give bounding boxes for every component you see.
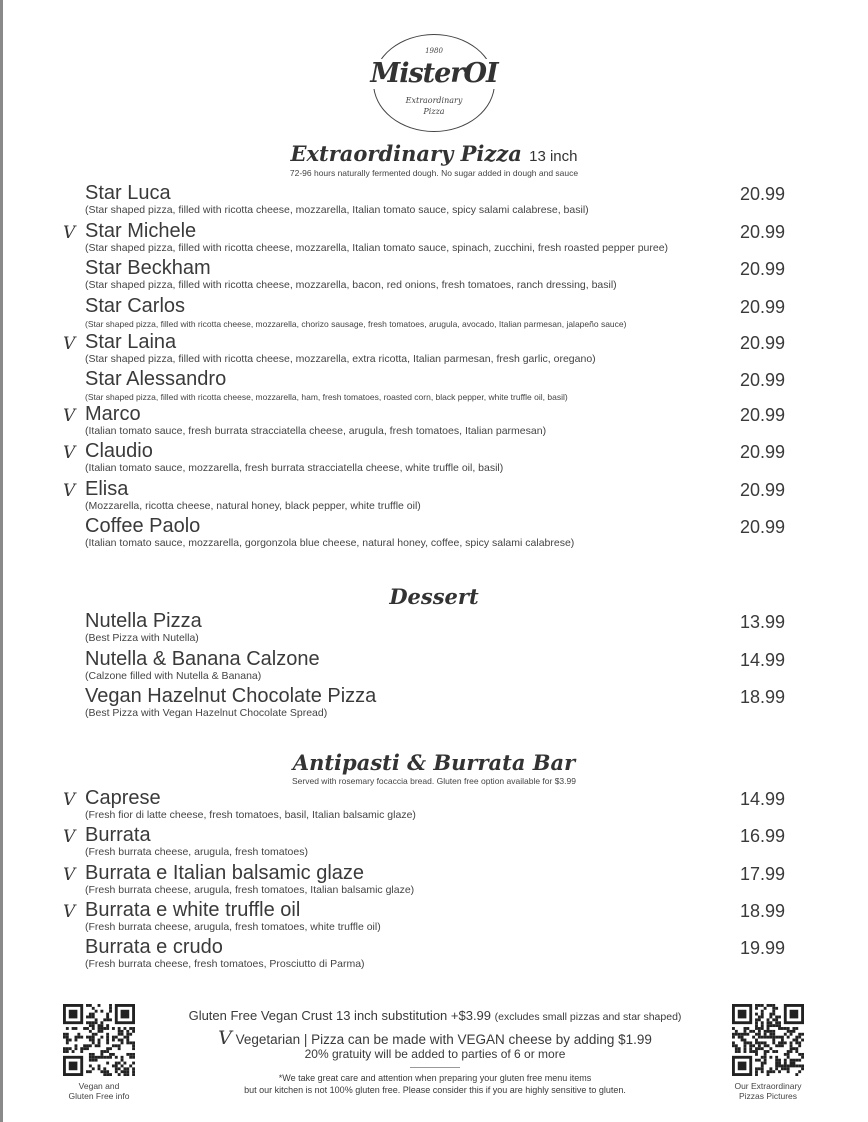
menu-item <box>63 824 785 860</box>
menu-item-name: Burrata e Italian balsamic glaze <box>85 862 365 884</box>
menu-item <box>85 936 785 972</box>
qr-left-caption-line-2: Gluten Free info <box>68 1091 130 1101</box>
vegetarian-leaf-icon: V <box>218 1027 232 1049</box>
menu-item-price: 20.99 <box>739 297 785 317</box>
menu-item-name: Caprese <box>85 787 161 809</box>
menu-item-description: (Star shaped pizza, filled with ricotta cheese, mozzarella, ham, fresh tomatoes, roasted corn, black pepper, white truffle oil, basil) <box>85 392 568 402</box>
menu-item <box>63 787 785 823</box>
qr-right-caption-line-2: Pizzas Pictures <box>738 1091 798 1101</box>
menu-item-name: Claudio <box>85 440 153 462</box>
menu-item-name: Burrata e white truffle oil <box>85 899 301 921</box>
menu-item-description: (Star shaped pizza, filled with ricotta cheese, mozzarella, chorizo sausage, fresh tomatoes, arugula, avocado, Italian parmesan, jalapeño sauce) <box>85 319 627 329</box>
menu-item-description: (Star shaped pizza, filled with ricotta cheese, mozzarella, bacon, red onions, fresh tomatoes, ranch dressing, basil) <box>85 279 617 291</box>
dessert-section-title <box>0 584 868 609</box>
vegetarian-leaf-icon: V <box>63 790 76 810</box>
logo-year: 1980 <box>425 47 443 55</box>
menu-item <box>85 515 785 551</box>
vegetarian-leaf-icon: V <box>63 827 76 847</box>
menu-item-price: 18.99 <box>739 901 785 921</box>
menu-item-price: 14.99 <box>739 789 785 809</box>
menu-item <box>63 220 785 256</box>
menu-item-price: 14.99 <box>739 650 785 670</box>
dessert-title-text: Dessert <box>389 584 479 609</box>
menu-item-name: Star Carlos <box>85 295 186 317</box>
menu-item-description: (Italian tomato sauce, mozzarella, gorgonzola blue cheese, natural honey, coffee, spicy salami calabrese) <box>85 537 575 549</box>
menu-item <box>85 257 785 293</box>
menu-item-name: Elisa <box>85 478 129 500</box>
misteroi-logo <box>370 34 498 132</box>
menu-item-price: 20.99 <box>739 259 785 279</box>
menu-item <box>63 403 785 439</box>
menu-item <box>63 440 785 476</box>
menu-item-price: 16.99 <box>739 826 785 846</box>
antipasti-title-text: Antipasti & Burrata Bar <box>292 750 576 775</box>
menu-item-price: 20.99 <box>739 405 785 425</box>
menu-item <box>85 295 785 331</box>
menu-item-name: Coffee Paolo <box>85 515 201 537</box>
menu-item-description: (Italian tomato sauce, mozzarella, fresh burrata stracciatella cheese, white truffle oil, basil) <box>85 462 504 474</box>
menu-item-name: Nutella Pizza <box>85 610 202 632</box>
menu-item <box>63 862 785 898</box>
menu-item-name: Star Luca <box>85 182 171 204</box>
menu-item-price: 18.99 <box>739 687 785 707</box>
logo-sub-line-1: Extraordinary <box>405 96 463 105</box>
menu-item-description: (Best Pizza with Nutella) <box>85 632 199 644</box>
menu-item-name: Star Beckham <box>85 257 211 279</box>
vegetarian-leaf-icon: V <box>63 443 76 463</box>
menu-item-name: Star Laina <box>85 331 177 353</box>
menu-item-description: (Fresh fior di latte cheese, fresh tomatoes, basil, Italian balsamic glaze) <box>85 809 416 821</box>
menu-item-price: 20.99 <box>739 333 785 353</box>
qr-code-icon-left[interactable] <box>63 1004 135 1076</box>
menu-item-price: 20.99 <box>739 184 785 204</box>
pizza-section-title <box>0 141 868 166</box>
menu-item-description: (Star shaped pizza, filled with ricotta cheese, mozzarella, Italian tomato sauce, spinach, zucchini, fresh roasted pepper puree) <box>85 242 669 254</box>
menu-item-name: Star Alessandro <box>85 368 227 390</box>
menu-item-description: (Best Pizza with Vegan Hazelnut Chocolate Spread) <box>85 707 328 719</box>
menu-item-name: Star Michele <box>85 220 197 242</box>
menu-item-name: Vegan Hazelnut Chocolate Pizza <box>85 685 377 707</box>
vegetarian-leaf-icon: V <box>63 223 76 243</box>
qr-right-caption <box>709 1081 827 1101</box>
menu-item-description: (Mozzarella, ricotta cheese, natural honey, black pepper, white truffle oil) <box>85 500 421 512</box>
menu-item-price: 17.99 <box>739 864 785 884</box>
menu-item-name: Burrata <box>85 824 151 846</box>
menu-item <box>85 368 785 404</box>
vegetarian-leaf-icon: V <box>63 334 76 354</box>
menu-item <box>85 182 785 218</box>
pizza-title-text: Extraordinary Pizza <box>290 141 522 166</box>
menu-item <box>63 331 785 367</box>
menu-item <box>63 899 785 935</box>
menu-item-name: Burrata e crudo <box>85 936 223 958</box>
menu-item-price: 20.99 <box>739 480 785 500</box>
qr-code-icon-right[interactable] <box>732 1004 804 1076</box>
vegetarian-note-text: Vegetarian | Pizza can be made with VEGAN cheese by adding $1.99 <box>235 1032 652 1047</box>
gluten-disclaimer-line-1: *We take great care and attention when preparing your gluten free menu items <box>278 1073 592 1083</box>
menu-item-description: (Italian tomato sauce, fresh burrata stracciatella cheese, arugula, fresh tomatoes, Italian parmesan) <box>85 425 547 437</box>
menu-item-name: Marco <box>85 403 141 425</box>
menu-item <box>85 610 785 646</box>
antipasti-subtitle: Served with rosemary focaccia bread. Gluten free option available for $3.99 <box>292 776 576 786</box>
menu-item-price: 20.99 <box>739 222 785 242</box>
qr-right-caption-line-1: Our Extraordinary <box>734 1081 802 1091</box>
gratuity-note: 20% gratuity will be added to parties of 6 or more <box>304 1047 566 1061</box>
pizza-subtitle: 72-96 hours naturally fermented dough. No sugar added in dough and sauce <box>289 168 579 178</box>
menu-item-description: (Fresh burrata cheese, arugula, fresh tomatoes, Italian balsamic glaze) <box>85 884 415 896</box>
menu-item-description: (Fresh burrata cheese, fresh tomatoes, Prosciutto di Parma) <box>85 958 365 970</box>
menu-item <box>85 685 785 721</box>
qr-left-caption <box>40 1081 158 1101</box>
logo-name: MisterOI <box>368 59 500 89</box>
menu-item-price: 20.99 <box>739 517 785 537</box>
pizza-size: 13 inch <box>529 148 578 165</box>
gluten-free-crust-note: (excludes small pizzas and star shaped) <box>494 1011 682 1023</box>
vegetarian-leaf-icon: V <box>63 406 76 426</box>
menu-item-description: (Star shaped pizza, filled with ricotta cheese, mozzarella, extra ricotta, Italian parmesan, fresh garlic, oregano) <box>85 353 596 365</box>
vegetarian-leaf-icon: V <box>63 902 76 922</box>
menu-item-price: 20.99 <box>739 442 785 462</box>
menu-item-price: 20.99 <box>739 370 785 390</box>
menu-item-price: 13.99 <box>739 612 785 632</box>
menu-item <box>63 478 785 514</box>
vegetarian-leaf-icon: V <box>63 481 76 501</box>
menu-item-description: (Fresh burrata cheese, arugula, fresh tomatoes) <box>85 846 308 858</box>
menu-item-description: (Calzone filled with Nutella & Banana) <box>85 670 262 682</box>
vegetarian-leaf-icon: V <box>63 865 76 885</box>
menu-item <box>85 648 785 684</box>
qr-left-caption-line-1: Vegan and <box>78 1081 120 1091</box>
menu-item-name: Nutella & Banana Calzone <box>85 648 320 670</box>
logo-subtitle <box>374 95 494 117</box>
footer-divider <box>410 1067 460 1068</box>
vegetarian-note-line <box>150 1027 720 1049</box>
menu-item-price: 19.99 <box>739 938 785 958</box>
gluten-free-crust-line <box>150 1008 720 1023</box>
logo-sub-line-2: Pizza <box>423 107 445 116</box>
menu-item-description: (Fresh burrata cheese, arugula, fresh tomatoes, white truffle oil) <box>85 921 381 933</box>
antipasti-section-title <box>0 750 868 775</box>
gluten-disclaimer-line-2: but our kitchen is not 100% gluten free. Please consider this if you are highly sensitive to gluten. <box>244 1085 626 1095</box>
gluten-free-crust-text: Gluten Free Vegan Crust 13 inch substitution +$3.99 <box>188 1008 492 1023</box>
menu-item-description: (Star shaped pizza, filled with ricotta cheese, mozzarella, Italian tomato sauce, spicy salami calabrese, basil) <box>85 204 589 216</box>
